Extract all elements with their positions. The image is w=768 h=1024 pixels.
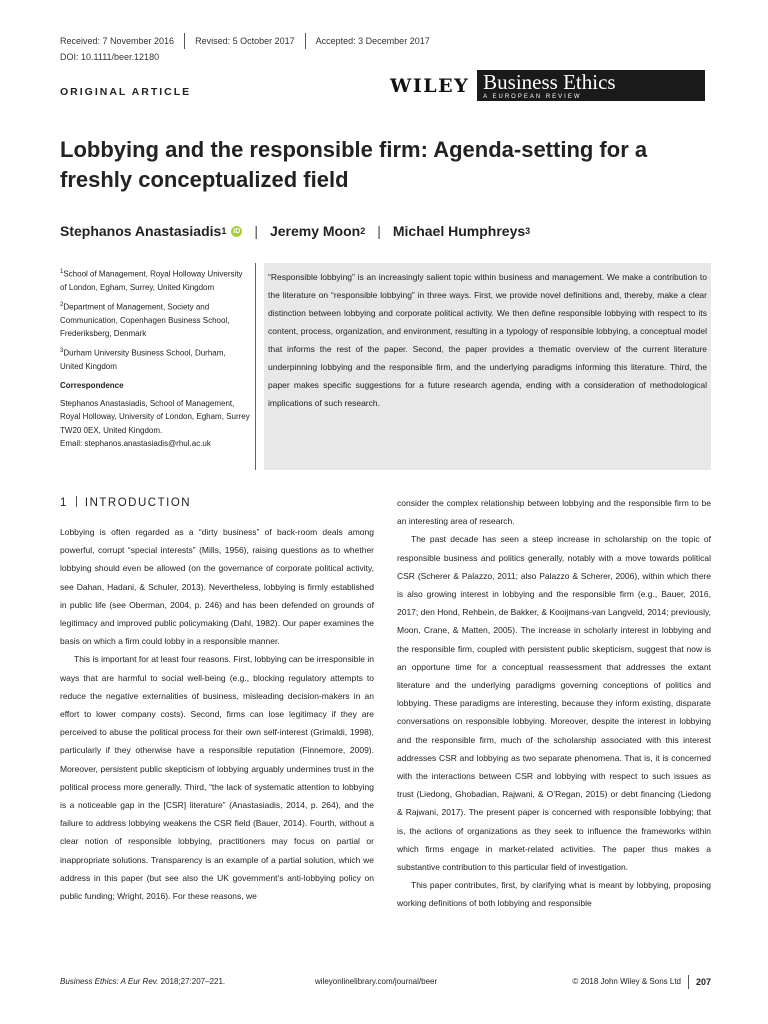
date-divider: [184, 33, 185, 49]
footer-url[interactable]: wileyonlinelibrary.com/journal/beer: [315, 977, 438, 986]
footer-journal: Business Ethics: A Eur Rev.: [60, 977, 159, 986]
affiliation-mark: 2: [60, 301, 64, 308]
publisher-logo: WILEY: [390, 74, 470, 97]
correspondence-address: Stephanos Anastasiadis, School of Management, Royal Holloway, University of London, Egham, Surrey TW20 0EX, United Kingdom.: [60, 398, 250, 435]
journal-banner: [477, 70, 705, 101]
affiliation-mark: 3: [60, 347, 64, 354]
author-name: Michael Humphreys: [392, 223, 526, 239]
article-type: ORIGINAL ARTICLE: [60, 86, 192, 98]
author-list: [60, 223, 530, 239]
date-divider: [305, 33, 306, 49]
journal-logo: [390, 70, 705, 101]
article-dates: [60, 33, 430, 49]
affiliation: [60, 266, 250, 295]
section-divider: [76, 496, 77, 507]
correspondence-email[interactable]: Email: stephanos.anastasiadis@rhul.ac.uk: [60, 439, 211, 449]
body-column-left: [60, 494, 374, 905]
author-affiliation-mark: 1: [221, 226, 227, 236]
journal-name: Business Ethics: [483, 70, 616, 94]
page-footer: [60, 977, 711, 986]
abstract-divider: [255, 263, 256, 470]
author-name: Stephanos Anastasiadis: [60, 223, 222, 239]
paragraph: The past decade has seen a steep increase in scholarship on the topic of responsible business and politics generally, notably with a move towards political CSR (Scherer & Palazzo, 2011; also Palazzo & Scherer, 2006), within which there is also growing interest in lobbying and the responsible firm (e.g., Bauer, 2016, 2017; den Hond, Rehbein, de Bakker, & Kooijmans-van Langveld, 2014; previously, Moon, Crane, & Matten, 2005). The increase in scholarly interest in lobbying and the responsible firm, coupled with persistent public skepticism, suggest that now is an opportune time for a conceptual reassessment that addresses the extant literature and the underlying paradigms governing conceptions of politics and lobbying. These paradigms are interesting, because they inform existing, disparate conversations on responsible lobbying. Moreover, despite the interest in lobbying and the responsible firm, much of the scholarship associated with this interest addresses CSR and lobbying as two separate phenomena. That is, it is concerned with the interactions between CSR and lobbying with respect to such issues as trust (Liedong, Ghobadian, Rajwani, & O’Regan, 2015) or debt financing (Liedong & Rajwani, 2017). The present paper is concerned with responsible lobbying; that is, the actions of organizations as they seek to influence the frameworks within which firms engage in market-related activities. The paper thus makes a substantive contribution to this particular field of investigation.: [397, 534, 711, 873]
accepted-date: Accepted: 3 December 2017: [315, 36, 430, 46]
footer-volume: 2018;27:207–221.: [158, 977, 226, 986]
author-separator: |: [377, 223, 381, 239]
journal-subtitle: A EUROPEAN REVIEW: [483, 94, 582, 100]
footer-divider: [688, 975, 689, 989]
affiliation-mark: 1: [60, 269, 64, 275]
paragraph: Lobbying is often regarded as a “dirty business” of back-room deals among powerful, corrupt “special interests” (Mills, 1956), raising questions as to whether lobbying should even be allowed (on the governance of corporate political activity, see Dahan, Hadani, & Schuler, 2013). Nevertheless, lobbying is firmly established in public life (see Oberman, 2004, p. 246) and has been defended on grounds of legitimacy and improved public policymaking (Dahl, 1982). Our paper examines the basis on which a firm could lobby in a responsible manner.: [60, 527, 374, 647]
affiliation: [60, 345, 250, 374]
abstract: “Responsible lobbying” is an increasingly salient topic within business and management. We make a contribution to the literature on “responsible lobbying” in three ways. First, we provide novel definitions and, thereby, make a clear distinction between lobbying and corporate political activity. We then define responsible lobbying with respect to its content, process, organization, and environment, resulting in a typology of responsible lobbying, a conceptual model that informs the rest of the paper. Second, the paper provides a thematic overview of the current literature underpinning lobbying and the responsible firm, and the underlying paradigms informing this literature. Third, the paper makes specific suggestions for a future research agenda, ending with a consideration of methodological implications of such research.: [264, 263, 711, 470]
affiliation-text: School of Management, Royal Holloway University of London, Egham, Surrey, United Kingdom: [60, 269, 243, 293]
paragraph: consider the complex relationship between lobbying and the responsible firm to be an interesting area of research.: [397, 498, 711, 527]
revised-date: Revised: 5 October 2017: [195, 36, 295, 46]
body-column-right: [397, 494, 711, 913]
paragraph: This paper contributes, first, by clarifying what is meant by lobbying, proposing working definitions of both lobbying and responsible: [397, 880, 711, 909]
author-separator: |: [254, 223, 258, 239]
received-date: Received: 7 November 2016: [60, 36, 175, 46]
orcid-icon[interactable]: iD: [233, 227, 241, 235]
affiliations: [60, 266, 250, 451]
section-number: 1: [60, 497, 68, 509]
affiliation: [60, 299, 250, 341]
affiliation-text: Durham University Business School, Durham, United Kingdom: [60, 348, 226, 371]
footer-copyright: © 2018 John Wiley & Sons Ltd: [572, 977, 681, 986]
paragraph: This is important for at least four reasons. First, lobbying can be irresponsible in ways that are harmful to social well-being (e.g., blocking regulatory attempts to reduce the negative externalities of business, misleading decision-makers in an effort to lower company costs). Second, firms can lose legitimacy if they are perceived to abuse the political process for their own self-interest (Grimaldi, 1998), particularly if they otherwise have a responsible reputation (Finnemore, 2009). Moreover, persistent public skepticism of lobbying arguably undermines trust in the political process more generally. Third, “the lack of systematic attention to lobbying is a noticeable gap in the [CSR] literature” (Anastasiadis, 2014, p. 264), and the failure to address lobbying weakens the CSR field (Bauer, 2014). Fourth, without a clear notion of responsible lobbying, practitioners may focus on partial or inappropriate solutions. Transparency is an example of a partial solution, which we address in this paper (but see also the UK government’s anti-lobbying policy on public funding; Wright, 2016). For these reasons, we: [60, 654, 374, 902]
doi: DOI: 10.1111/beer.12180: [60, 52, 160, 62]
affiliation-text: Department of Management, Society and Communication, Copenhagen Business School, Frederiksberg, Denmark: [60, 302, 230, 339]
article-title: Lobbying and the responsible firm: Agenda-setting for a freshly conceptualized field: [60, 137, 648, 192]
author-affiliation-mark: 2: [360, 226, 366, 236]
footer-citation: [60, 977, 225, 986]
author-name: Jeremy Moon: [269, 223, 361, 239]
author-affiliation-mark: 3: [525, 226, 531, 236]
section-heading: [60, 494, 374, 512]
correspondence-heading: Correspondence: [60, 381, 124, 391]
page-number: 207: [695, 976, 711, 987]
section-title: INTRODUCTION: [84, 497, 192, 509]
